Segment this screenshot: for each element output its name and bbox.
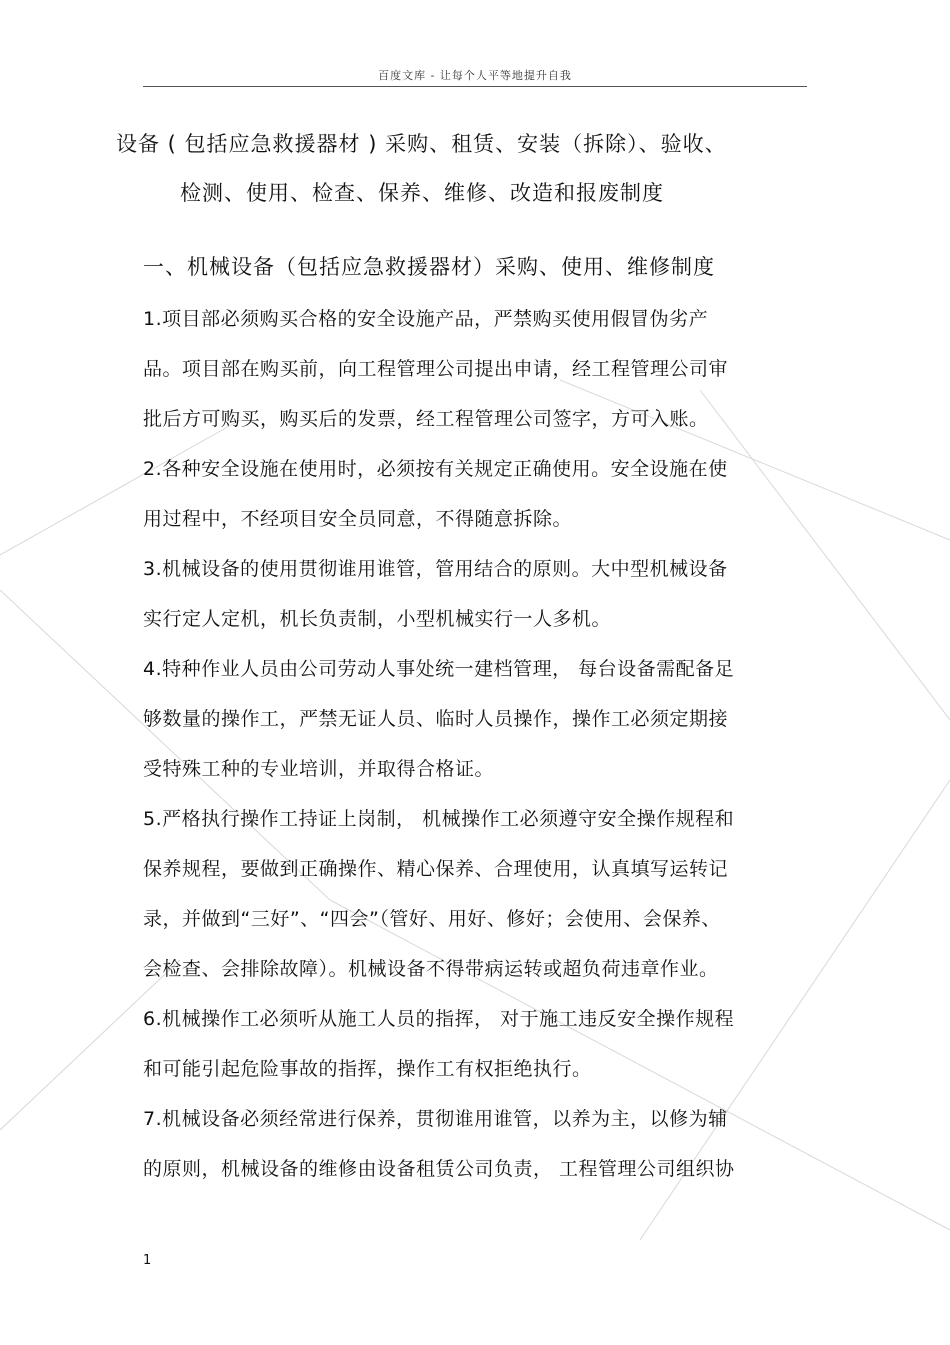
header-text: 百度文库 - 让每个人平等地提升自我: [378, 69, 572, 82]
body-line: 品。项目部在购买前，向工程管理公司提出申请，经工程管理公司审: [143, 358, 729, 380]
section-heading: 一、机械设备（包括应急救援器材）采购、使用、维修制度: [143, 255, 715, 279]
body-line: 6.机械操作工必须听从施工人员的指挥， 对于施工违反安全操作规程: [143, 1008, 735, 1030]
page-header: [143, 64, 807, 87]
body-line: 和可能引起危险事故的指挥，操作工有权拒绝执行。: [143, 1058, 592, 1080]
body-line: 3.机械设备的使用贯彻谁用谁管，管用结合的原则。大中型机械设备: [143, 558, 728, 580]
body-line: 受特殊工种的专业培训，并取得合格证。: [143, 758, 495, 780]
body-line: 4.特种作业人员由公司劳动人事处统一建档管理， 每台设备需配备足: [143, 658, 735, 680]
body-line: 的原则，机械设备的维修由设备租赁公司负责， 工程管理公司组织协: [143, 1158, 735, 1180]
body-line: 5.严格执行操作工持证上岗制， 机械操作工必须遵守安全操作规程和: [143, 808, 735, 830]
body-line: 用过程中，不经项目安全员同意，不得随意拆除。: [143, 508, 573, 530]
body-line: 录，并做到“三好”、“四会”（管好、用好、修好；会使用、会保养、: [143, 908, 721, 930]
body-line: 1.项目部必须购买合格的安全设施产品，严禁购买使用假冒伪劣产: [143, 308, 709, 330]
body-line: 保养规程，要做到正确操作、精心保养、合理使用，认真填写运转记: [143, 858, 729, 880]
document-title-line-2: 检测、使用、检查、保养、维修、改造和报废制度: [180, 181, 664, 205]
document-title-line-1: 设备 ( 包括应急救援器材 ) 采购、租赁、安装（拆除）、验收、: [116, 132, 727, 156]
body-line: 会检查、会排除故障）。机械设备不得带病运转或超负荷违章作业。: [143, 958, 719, 980]
body-line: 7.机械设备必须经常进行保养，贯彻谁用谁管，以养为主，以修为辅: [143, 1108, 728, 1130]
body-line: 批后方可购买，购买后的发票，经工程管理公司签字，方可入账。: [143, 408, 709, 430]
body-line: 实行定人定机，机长负责制，小型机械实行一人多机。: [143, 608, 612, 630]
body-line: 2.各种安全设施在使用时，必须按有关规定正确使用。安全设施在使: [143, 458, 728, 480]
page-number: 1: [143, 1253, 152, 1268]
body-line: 够数量的操作工，严禁无证人员、临时人员操作，操作工必须定期接: [143, 708, 729, 730]
